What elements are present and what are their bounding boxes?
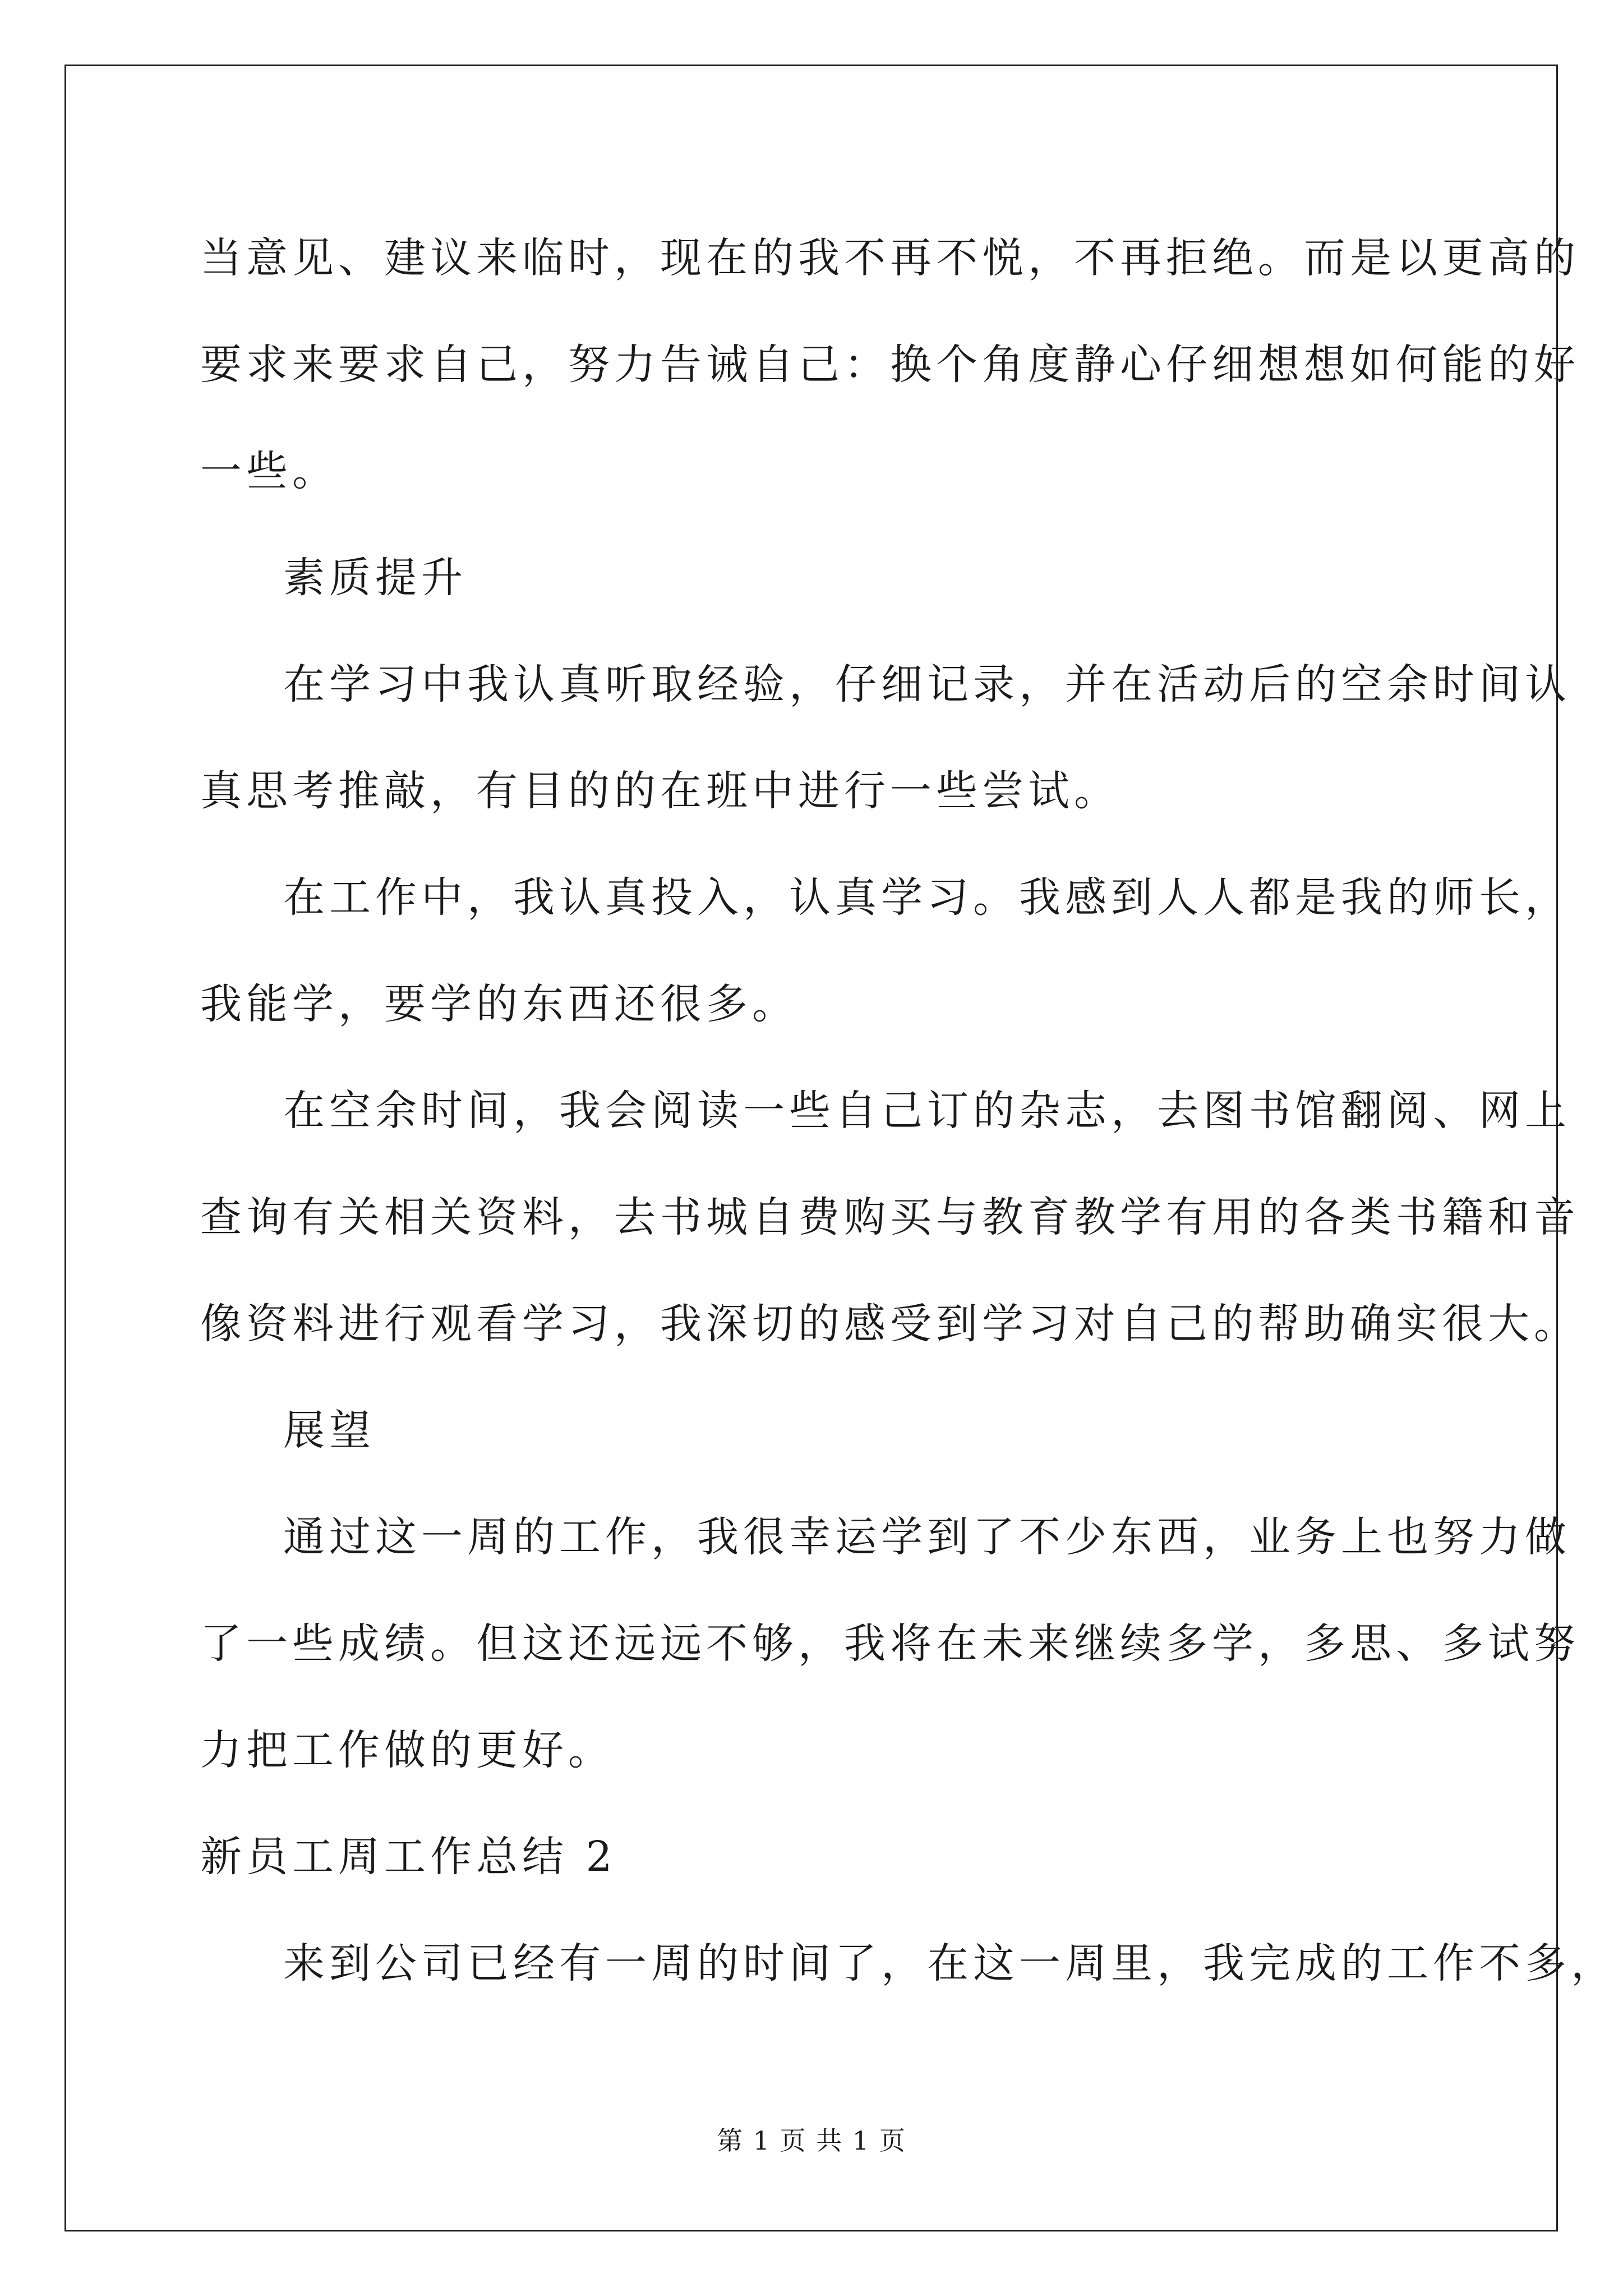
section-heading-quality: 素质提升 xyxy=(283,554,467,602)
text-line: 力把工作做的更好。 xyxy=(200,1726,614,1774)
text-line: 在工作中，我认真投入，认真学习。我感到人人都是我的师长， xyxy=(283,873,1571,922)
page-footer: 第 1 页 共 1 页 xyxy=(717,2125,906,2156)
text-line: 像资料进行观看学习，我深切的感受到学习对自己的帮助确实很大。 xyxy=(200,1300,1580,1348)
text-line: 查询有关相关资料，去书城自费购买与教育教学有用的各类书籍和音 xyxy=(200,1193,1580,1241)
text-line: 了一些成绩。但这还远远不够，我将在未来继续多学，多思、多试努 xyxy=(200,1619,1580,1668)
text-line: 我能学，要学的东西还很多。 xyxy=(200,980,798,1028)
text-line: 要求来要求自己，努力告诫自己：换个角度静心仔细想想如何能的好 xyxy=(200,341,1580,389)
article-title: 新员工周工作总结 2 xyxy=(200,1833,617,1881)
text-line: 在学习中我认真听取经验，仔细记录，并在活动后的空余时间认 xyxy=(283,660,1571,708)
section-heading-outlook: 展望 xyxy=(283,1406,375,1455)
text-line: 通过这一周的工作，我很幸运学到了不少东西，业务上也努力做 xyxy=(283,1513,1571,1561)
text-line: 来到公司已经有一周的时间了，在这一周里，我完成的工作不多， xyxy=(283,1939,1617,1987)
text-line: 当意见、建议来临时，现在的我不再不悦，不再拒绝。而是以更高的 xyxy=(200,234,1580,282)
text-line: 真思考推敲，有目的的在班中进行一些尝试。 xyxy=(200,767,1120,815)
text-line: 一些。 xyxy=(200,447,338,495)
text-line: 在空余时间，我会阅读一些自己订的杂志，去图书馆翻阅、网上 xyxy=(283,1087,1571,1135)
document-body xyxy=(200,205,1617,2017)
